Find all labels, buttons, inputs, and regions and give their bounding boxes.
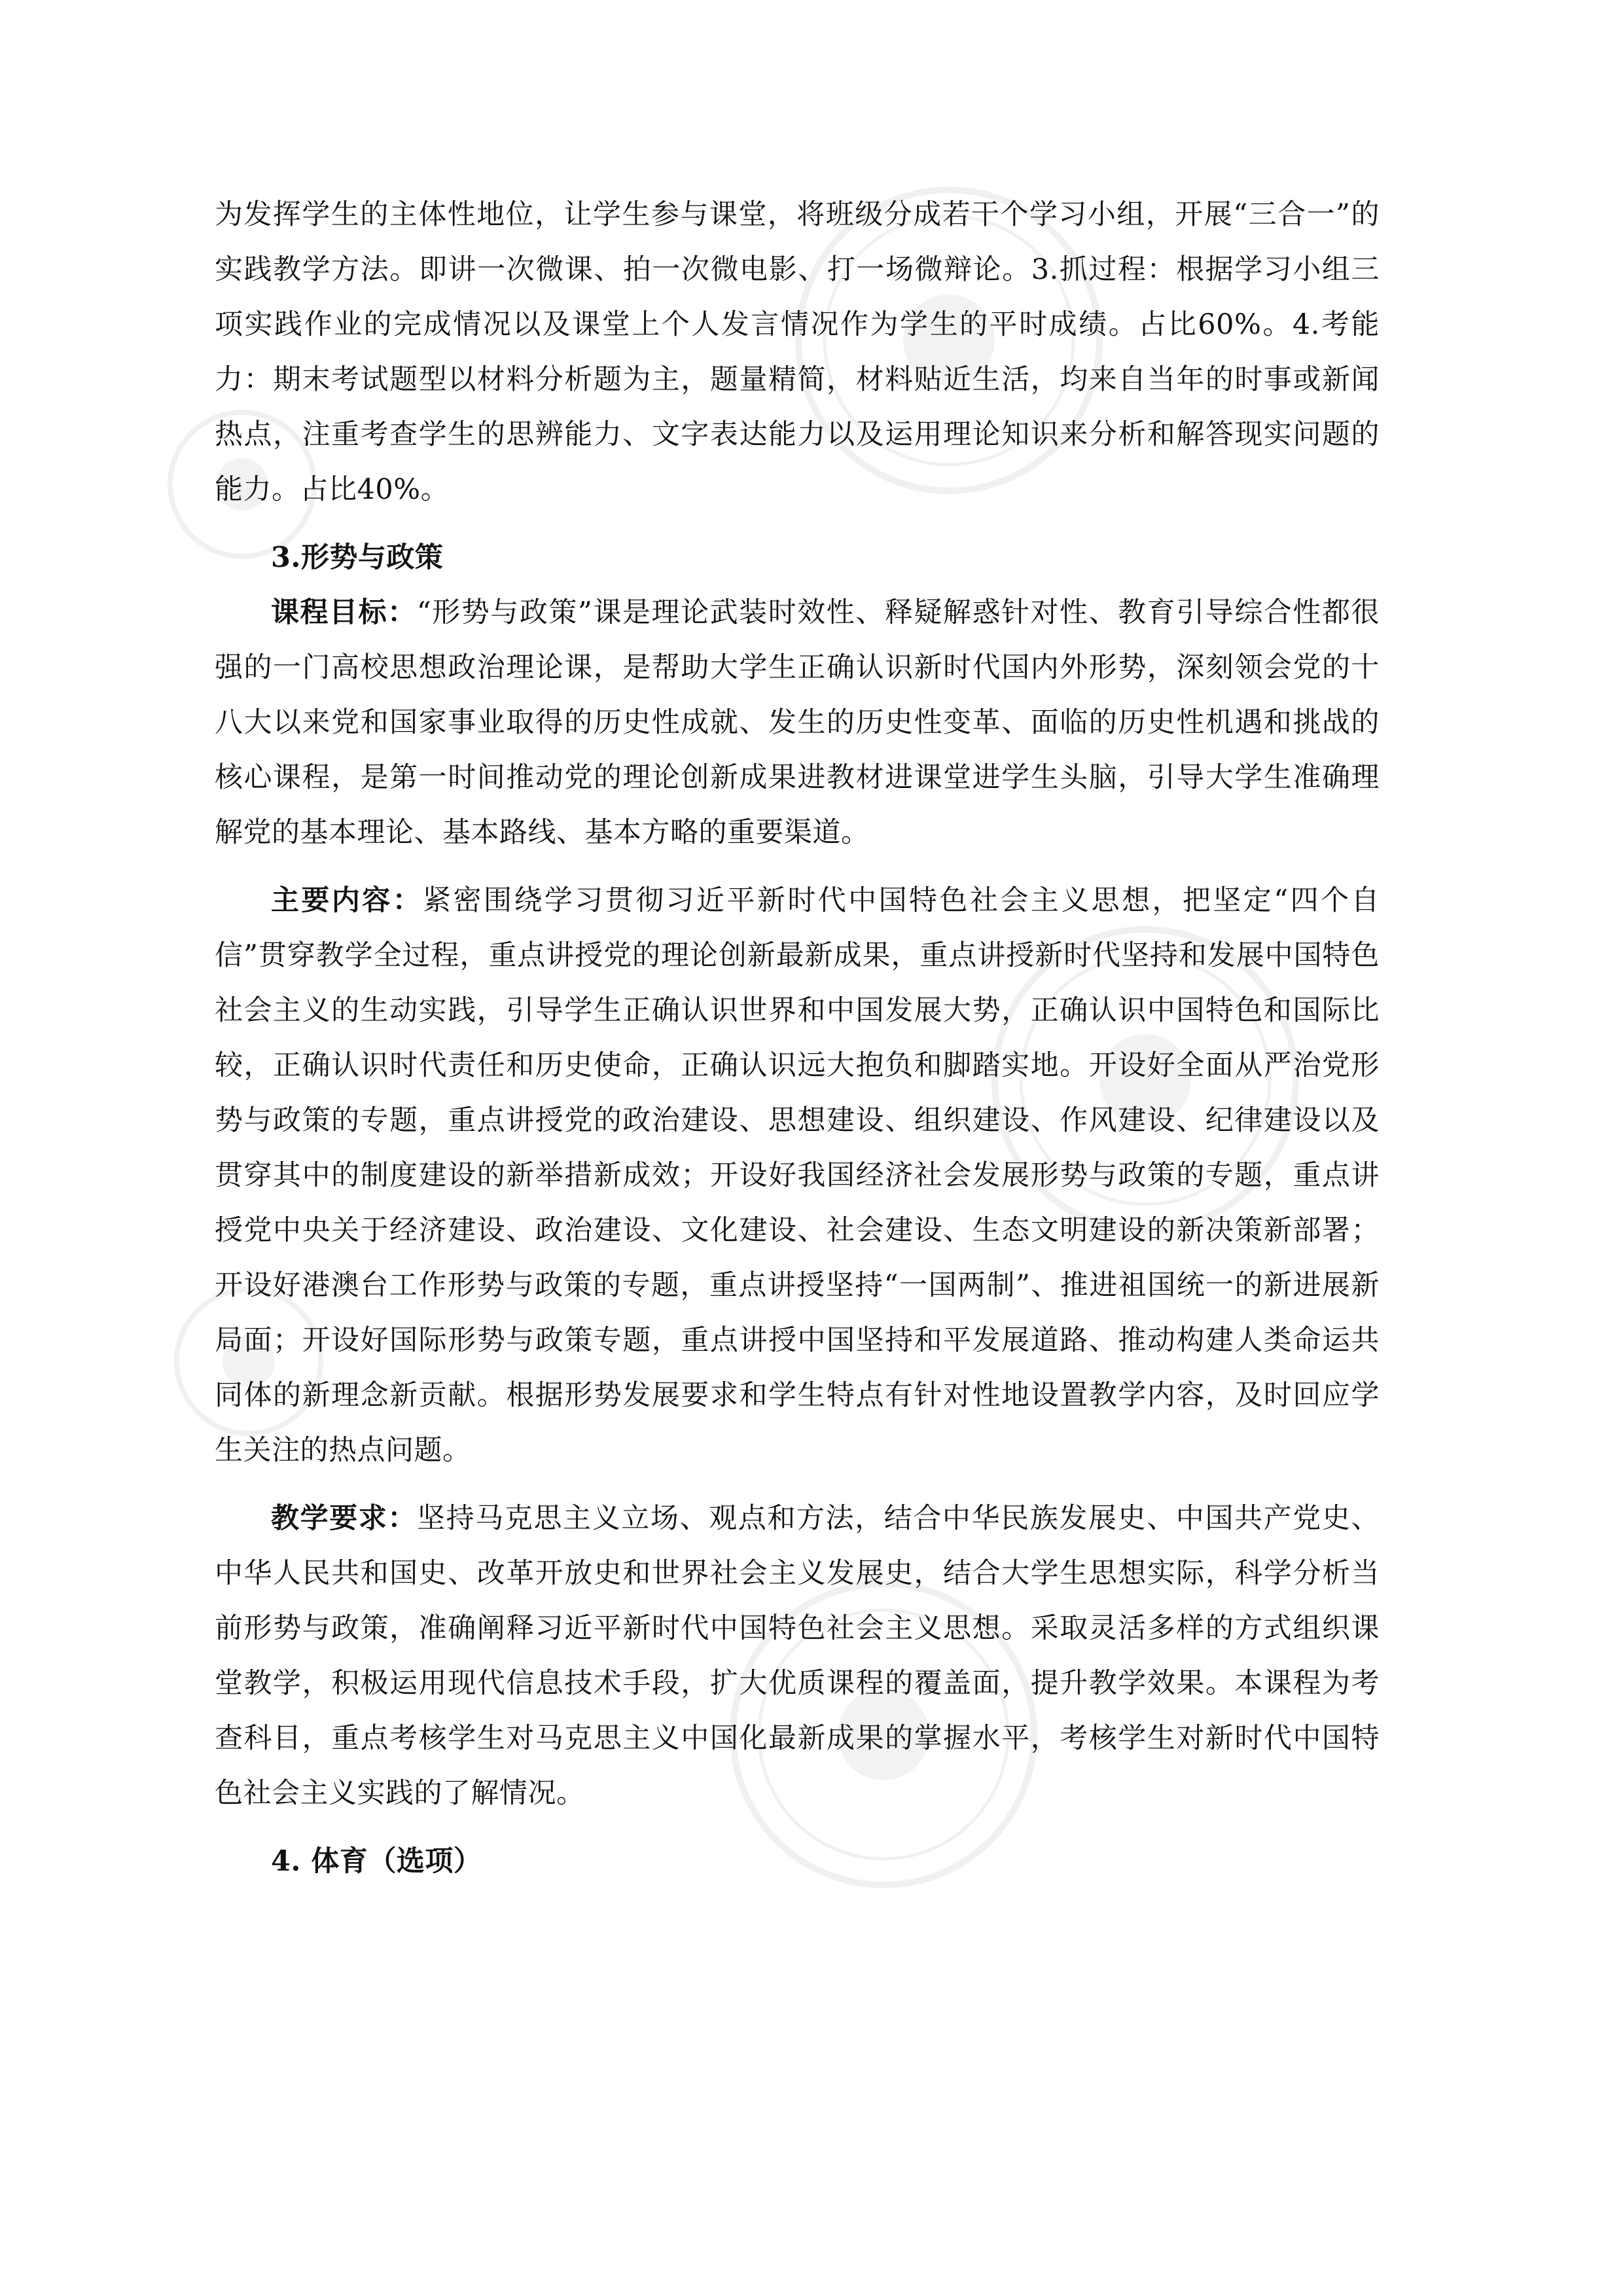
teaching-requirements-text: 坚持马克思主义立场、观点和方法，结合中华民族发展史、中国共产党史、中华人民共和国史、改革开放史和世界社会主义发展史，结合大学生思想实际，科学分析当前形势与政策，准确阐释习近平新时代中国特色社会主义思想。采取灵活多样的方式组织课堂教学，积极运用现代信息技术手段，扩大优质课程的覆盖面，提升教学效果。本课程为考查科目，重点考核学生对马克思主义中国化最新成果的掌握水平，考核学生对新时代中国特色社会主义实践的了解情况。 [215,1502,1380,1810]
paragraph-main-content [215,873,1380,1478]
document-body [215,187,1380,1889]
section-title-physical-education: 4. 体育（选项） [271,1845,482,1878]
main-content-label: 主要内容： [271,884,423,917]
teaching-requirements-label: 教学要求： [271,1502,418,1535]
course-goal-label: 课程目标： [271,596,417,629]
paragraph-teaching-requirements [215,1491,1380,1821]
paragraph-course-goal [215,585,1380,860]
main-content-text: 紧密围绕学习贯彻习近平新时代中国特色社会主义思想，把坚定“四个自信”贯穿教学全过程，重点讲授党的理论创新最新成果，重点讲授新时代坚持和发展中国特色社会主义的生动实践，引导学生正确认识世界和中国发展大势，正确认识中国特色和国际比较，正确认识时代责任和历史使命，正确认识远大抱负和脚踏实地。开设好全面从严治党形势与政策的专题，重点讲授党的政治建设、思想建设、组织建设、作风建设、纪律建设以及贯穿其中的制度建设的新举措新成效；开设好我国经济社会发展形势与政策的专题，重点讲授党中央关于经济建设、政治建设、文化建设、社会建设、生态文明建设的新决策新部署；开设好港澳台工作形势与政策的专题，重点讲授坚持“一国两制”、推进祖国统一的新进展新局面；开设好国际形势与政策专题，重点讲授中国坚持和平发展道路、推动构建人类命运共同体的新理念新贡献。根据形势发展要求和学生特点有针对性地设置教学内容，及时回应学生关注的热点问题。 [215,884,1380,1467]
course-goal-text: “形势与政策”课是理论武装时效性、释疑解惑针对性、教育引导综合性都很强的一门高校思想政治理论课，是帮助大学生正确认识新时代国内外形势，深刻领会党的十八大以来党和国家事业取得的历史性成就、发生的历史性变革、面临的历史性机遇和挑战的核心课程，是第一时间推动党的理论创新成果进教材进课堂进学生头脑，引导大学生准确理解党的基本理论、基本路线、基本方略的重要渠道。 [215,596,1380,849]
section-title-situation-policy: 3.形势与政策 [271,541,444,574]
paragraph-practice-teaching: 为发挥学生的主体性地位，让学生参与课堂，将班级分成若干个学习小组，开展“三合一”的实践教学方法。即讲一次微课、拍一次微电影、打一场微辩论。3.抓过程：根据学习小组三项实践作业的完成情况以及课堂上个人发言情况作为学生的平时成绩。占比60%。4.考能力：期末考试题型以材料分析题为主，题量精简，材料贴近生活，均来自当年的时事或新闻热点，注重考查学生的思辨能力、文字表达能力以及运用理论知识来分析和解答现实问题的能力。占比40%。 [215,198,1380,506]
